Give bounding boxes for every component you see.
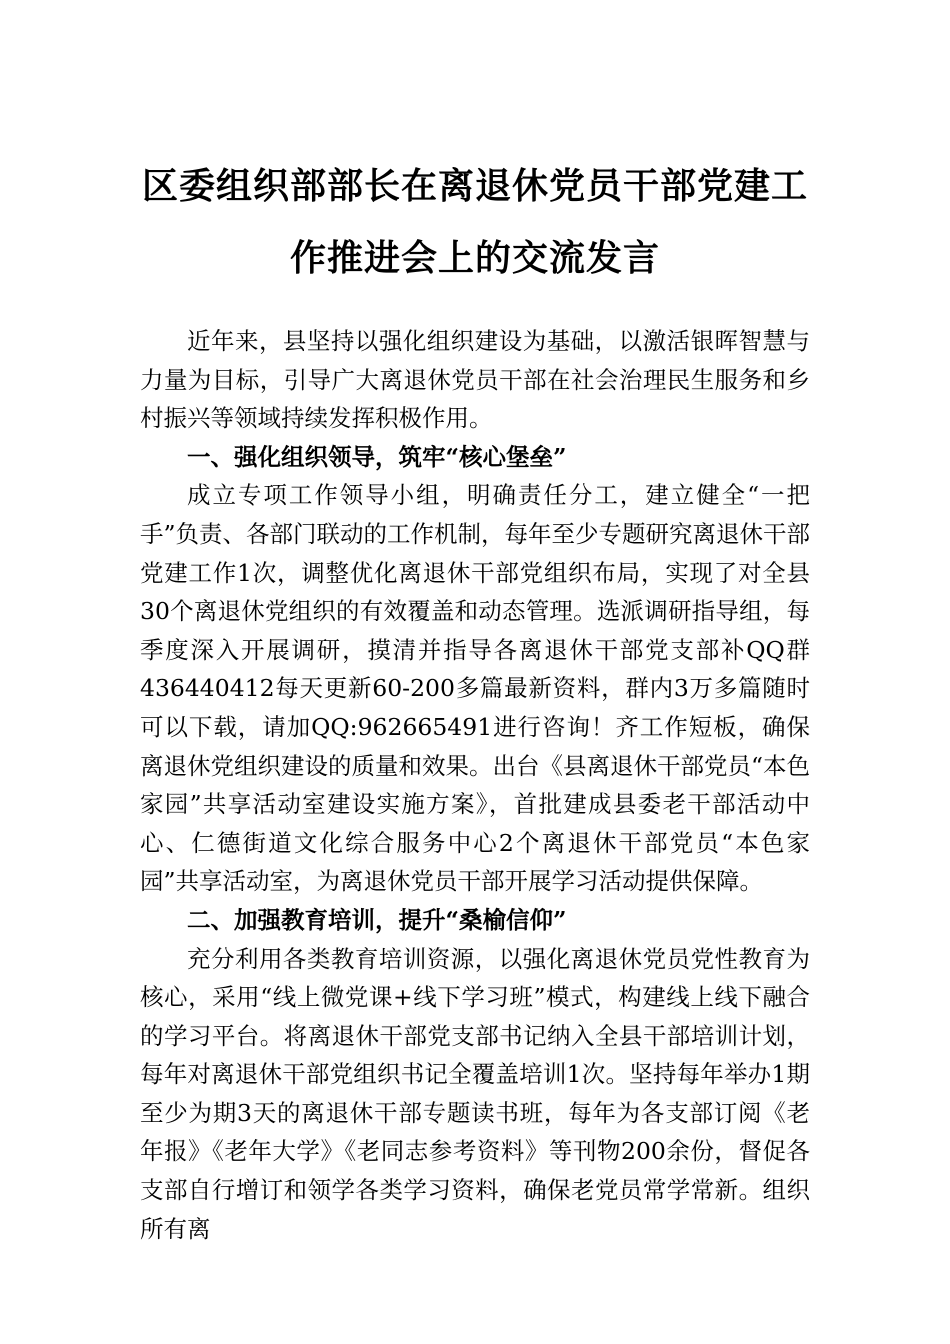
section-1-paragraph: 成立专项工作领导小组，明确责任分工，建立健全“一把手”负责、各部门联动的工作机制，每年至少专题研究离退休干部党建工作1次，调整优化离退休干部党组织布局，实现了对全县30个离退休党组织的有效覆盖和动态管理。选派调研指导组，每季度深入开展调研，摸清并指导各离退休干部党支部补QQ群436440412每天更新60-200多篇最新资料，群内3万多篇随时可以下载，请加QQ:962665491进行咨询！齐工作短板，确保离退休党组织建设的质量和效果。出台《县离退休干部党员“本色家园”共享活动室建设实施方案》，首批建成县委老干部活动中心、仁德街道文化综合服务中心2个离退休干部党员“本色家园”共享活动室，为离退休党员干部开展学习活动提供保障。: [140, 481, 811, 896]
section-2-heading: 二、加强教育培训，提升“桑榆信仰”: [187, 905, 567, 934]
intro-paragraph: 近年来，县坚持以强化组织建设为基础，以激活银晖智慧与力量为目标，引导广大离退休党员干部在社会治理民生服务和乡村振兴等领域持续发挥积极作用。: [140, 327, 810, 433]
section-2-paragraph: 充分利用各类教育培训资源，以强化离退休党员党性教育为核心，采用“线上微党课+线下学习班”模式，构建线上线下融合的学习平台。将离退休干部党支部书记纳入全县干部培训计划，每年对离退休干部党组织书记全覆盖培训1次。坚持每年举办1期至少为期3天的离退休干部专题读书班，每年为各支部订阅《老年报》《老年大学》《老同志参考资料》等刊物200余份，督促各支部自行增订和领学各类学习资料，确保老党员常学常新。组织所有离: [140, 944, 810, 1243]
section-1-heading: 一、强化组织领导，筑牢“核心堡垒”: [187, 442, 567, 471]
document-title: [140, 150, 810, 294]
document-body: [140, 322, 810, 1248]
title-line-2: 作推进会上的交流发言: [289, 237, 660, 279]
title-line-1: 区委组织部部长在离退休党员干部党建工: [141, 165, 808, 207]
